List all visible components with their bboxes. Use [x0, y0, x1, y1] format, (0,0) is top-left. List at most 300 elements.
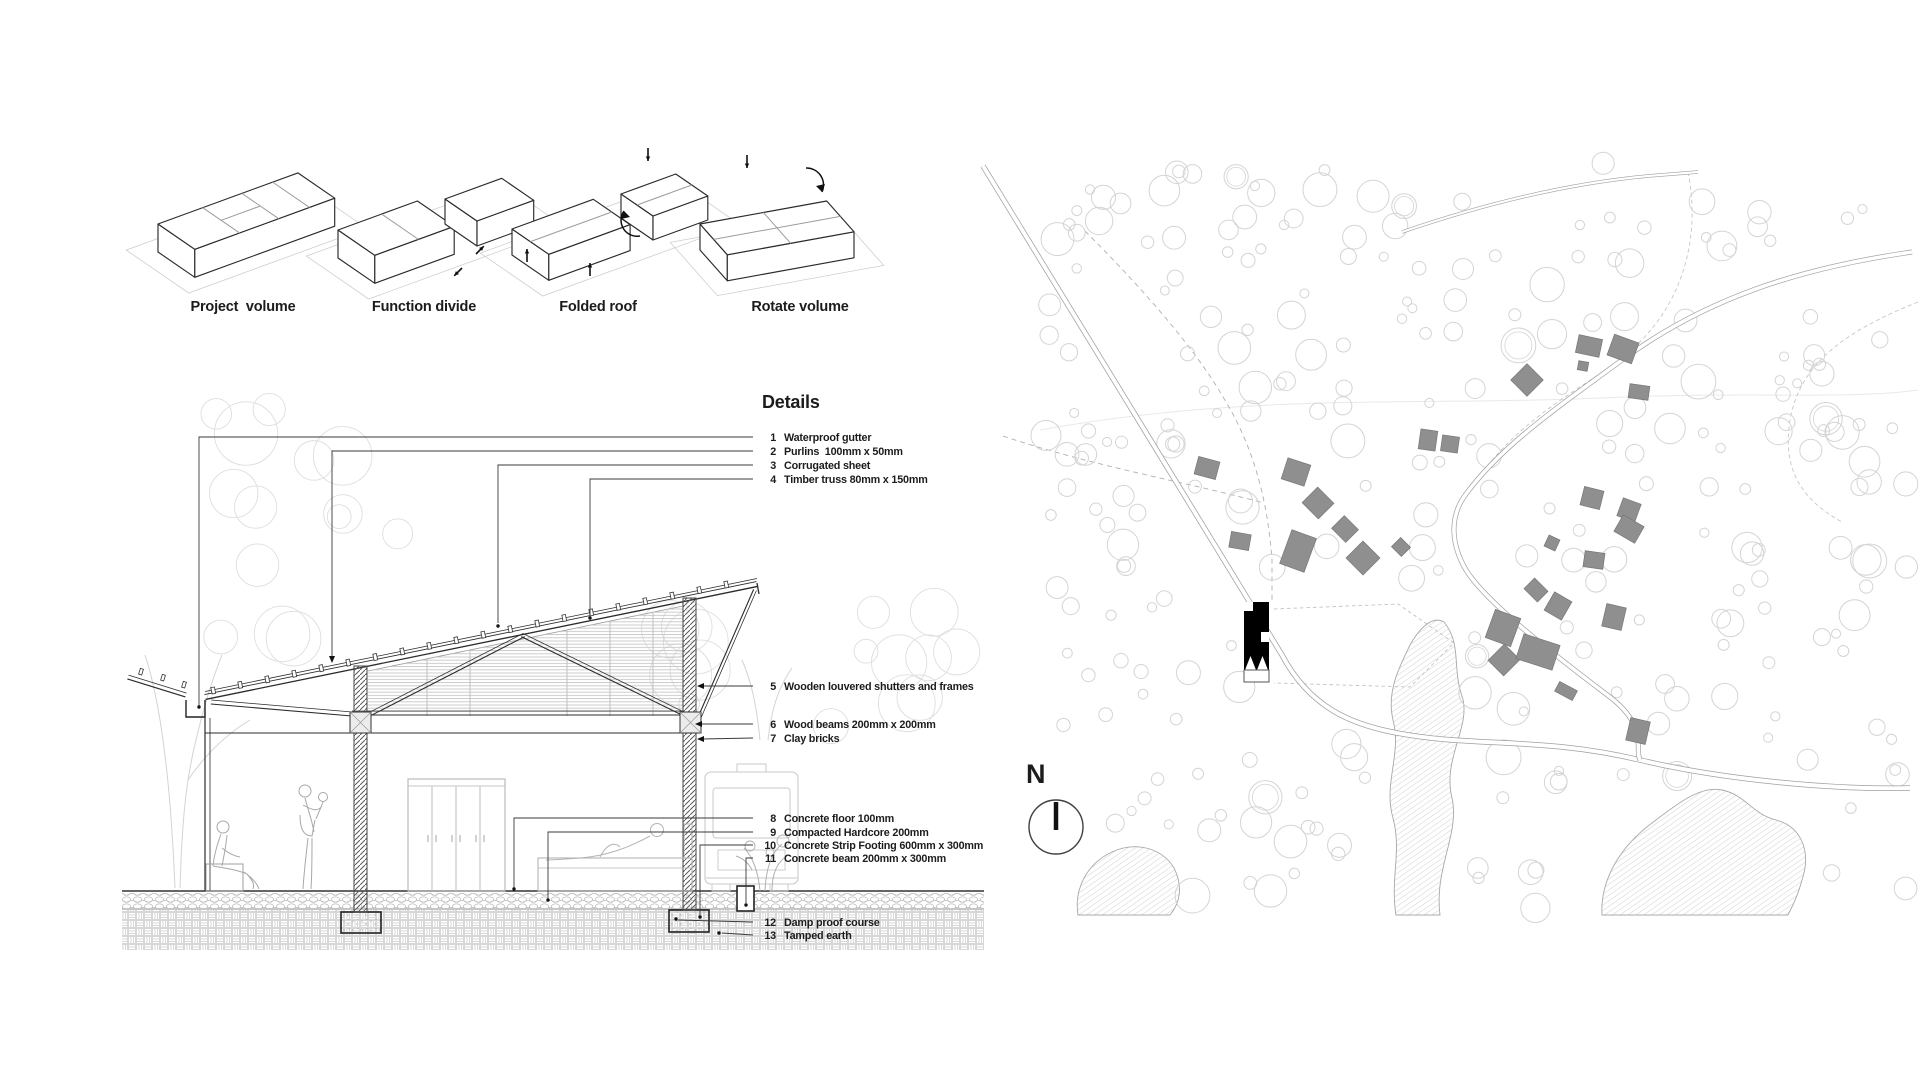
purlin [670, 592, 675, 599]
existing-building [1555, 681, 1578, 700]
tree [1277, 301, 1305, 329]
tree-trunk [145, 655, 175, 888]
existing-building [1628, 384, 1650, 401]
tree [1713, 390, 1723, 400]
tree [1759, 602, 1771, 614]
tree [1175, 878, 1210, 913]
callout-arrow-icon [329, 656, 335, 663]
tree [1887, 734, 1897, 744]
callout-number: 7 [770, 733, 776, 745]
tree [1857, 470, 1881, 494]
tree [1849, 446, 1880, 477]
tree [1168, 436, 1184, 452]
tree [1107, 529, 1138, 560]
callout-label: Clay bricks [784, 733, 840, 745]
tree-scribble [253, 393, 285, 425]
tree [1256, 244, 1266, 254]
tree [1219, 220, 1239, 240]
tree-scribble [201, 399, 232, 430]
callout-number: 8 [770, 813, 776, 825]
existing-building [1580, 486, 1604, 509]
tree [1379, 252, 1388, 261]
process-diagram-shapes [126, 148, 883, 299]
tree [1851, 478, 1868, 495]
existing-building [1544, 592, 1572, 620]
tree [1698, 428, 1708, 438]
tree [1575, 220, 1584, 229]
tree [1779, 352, 1788, 361]
purlin [562, 614, 567, 621]
tree [1334, 397, 1352, 415]
existing-building [1575, 335, 1602, 358]
tree [1572, 250, 1584, 262]
callout-label: Corrugated sheet [784, 460, 871, 472]
tree [1444, 289, 1467, 312]
callout-label: Damp proof course [784, 917, 880, 929]
callout-dot [674, 917, 677, 920]
purlin [400, 648, 405, 655]
tree [1090, 503, 1102, 515]
tree [1397, 314, 1406, 323]
existing-building [1391, 537, 1410, 556]
tree [1284, 209, 1303, 228]
tree [1895, 556, 1917, 578]
tree [1360, 480, 1371, 491]
tree-scribble [383, 519, 413, 549]
tree [1497, 692, 1530, 725]
tree [1081, 424, 1095, 438]
tree [1167, 270, 1183, 286]
purlin [427, 642, 432, 649]
callout-label: Compacted Hardcore 200mm [784, 827, 929, 839]
tree-scribble [327, 505, 351, 529]
tree [1537, 320, 1566, 349]
tree [1200, 306, 1221, 327]
tree [1434, 456, 1445, 467]
tree [1215, 810, 1226, 821]
tree [1082, 668, 1095, 681]
truck-windshield [713, 788, 790, 838]
tree [1070, 408, 1079, 417]
tree [1289, 868, 1299, 878]
purlin [139, 668, 144, 675]
tree [1763, 657, 1775, 669]
tree [1310, 403, 1326, 419]
tree [1314, 534, 1338, 558]
tree [1797, 749, 1818, 770]
tree [1466, 434, 1476, 444]
tree [1562, 548, 1586, 572]
tree [1584, 314, 1602, 332]
tree [1129, 504, 1146, 521]
tree-scribble [910, 588, 958, 636]
tree [1296, 787, 1308, 799]
tree [1469, 632, 1481, 644]
tree [1638, 221, 1651, 234]
callout-label: Waterproof gutter [784, 432, 872, 444]
tree [1103, 437, 1112, 446]
tree [1894, 877, 1917, 900]
tree-scribble [324, 495, 363, 534]
tree [1611, 303, 1639, 331]
callout-dot [496, 624, 499, 627]
eave-strut [699, 591, 756, 722]
tree [1181, 347, 1195, 361]
tree [1058, 479, 1076, 497]
tree [1468, 858, 1489, 879]
callout-dot [588, 616, 591, 619]
callout-number: 1 [770, 432, 776, 444]
purlin [508, 626, 513, 633]
tree [1412, 261, 1426, 275]
tree [1408, 304, 1417, 313]
tree [1890, 765, 1901, 776]
tree [1846, 803, 1857, 814]
tree [1617, 769, 1629, 781]
existing-building [1626, 718, 1651, 745]
tree [1115, 436, 1127, 448]
rock-outcrop [1077, 847, 1179, 915]
tree [1249, 781, 1282, 814]
tree [1700, 478, 1718, 496]
tree [1106, 814, 1124, 832]
callout-dot [698, 915, 701, 918]
tree [1183, 165, 1202, 184]
existing-building [1440, 435, 1459, 453]
tree [1544, 503, 1555, 514]
tree [1465, 379, 1485, 399]
tree [1647, 712, 1670, 735]
tree [1296, 339, 1327, 370]
purlin [643, 598, 648, 605]
project-courtyard [1244, 602, 1253, 611]
tree [1465, 645, 1488, 668]
purlin [292, 670, 297, 677]
callout-number: 11 [764, 853, 776, 865]
callout-arrow-icon [697, 683, 704, 689]
figure-sitting [213, 834, 259, 889]
tree [1151, 773, 1164, 786]
tree [1227, 641, 1237, 651]
bed [538, 858, 692, 891]
tree [1100, 517, 1115, 532]
tree [1825, 422, 1844, 441]
tree [1712, 683, 1738, 709]
callout-number: 2 [770, 446, 776, 458]
tree [1382, 213, 1407, 238]
tree-scribble [236, 544, 279, 587]
tree [1716, 443, 1725, 452]
existing-building [1229, 531, 1251, 550]
purlin [238, 681, 243, 688]
callout-number: 9 [770, 827, 776, 839]
existing-building [1524, 578, 1548, 602]
tree [1592, 152, 1614, 174]
purlin [454, 637, 459, 644]
figure-reclining [651, 824, 664, 837]
building-section-drawing [122, 392, 984, 950]
tree [1804, 345, 1825, 366]
tree [1394, 196, 1413, 215]
tree [1274, 825, 1307, 858]
truck-wheel [712, 884, 730, 891]
tree [1218, 332, 1251, 365]
project-building [1244, 602, 1269, 682]
tree [1198, 819, 1221, 842]
callout-label: Timber truss 80mm x 150mm [784, 474, 928, 486]
tree [1634, 615, 1644, 625]
tree-scribble [204, 620, 238, 654]
existing-building [1488, 644, 1520, 676]
tree [1170, 713, 1182, 725]
tree [1163, 226, 1186, 249]
furniture-and-figures [206, 764, 798, 891]
tree [1604, 212, 1615, 223]
tree [1310, 822, 1323, 835]
tree [1085, 207, 1112, 234]
callout-leader [548, 832, 753, 898]
callout-label: Concrete beam 200mm x 300mm [784, 853, 947, 865]
tree [1199, 386, 1209, 396]
tree [1241, 253, 1255, 267]
callout-label: Purlins 100mm x 50mm [784, 446, 903, 458]
wardrobe [408, 779, 505, 891]
tree [1800, 439, 1822, 461]
tree [1138, 792, 1151, 805]
tree [1505, 332, 1532, 359]
tree [1241, 401, 1261, 421]
tree-scribble [234, 486, 276, 528]
tree [1303, 173, 1337, 207]
tree [1336, 380, 1352, 396]
figure-reclining [546, 836, 650, 860]
callout-leader [498, 465, 753, 623]
tree [1138, 689, 1148, 699]
tree [1858, 204, 1867, 213]
figure-sitting [217, 821, 229, 833]
existing-building [1614, 515, 1644, 543]
callout-number: 12 [764, 917, 776, 929]
process-diagrams [126, 148, 883, 315]
site-contours-paths [1003, 172, 1918, 687]
tree-trunk [188, 720, 250, 780]
callout-leader [514, 818, 753, 888]
callout-number: 3 [770, 460, 776, 472]
tree-scribble [934, 629, 980, 675]
tree [1453, 258, 1474, 279]
callout-dot [197, 705, 200, 708]
tree [1106, 610, 1116, 620]
tree-scribble [906, 635, 952, 681]
tree [1072, 206, 1082, 216]
tree-scribble [857, 596, 889, 628]
tree [1793, 379, 1802, 388]
tree [1224, 165, 1248, 189]
tree [1740, 484, 1751, 495]
tree [1075, 451, 1089, 465]
tree [1046, 577, 1068, 599]
callout-number: 6 [770, 719, 776, 731]
concrete-beam [737, 886, 754, 911]
tree [1341, 744, 1368, 771]
tree [1239, 371, 1271, 403]
tree-scribble [209, 469, 257, 517]
purlin [373, 653, 378, 660]
tree [1147, 603, 1156, 612]
tree [1319, 165, 1330, 176]
process-label-function-divide: Function divide [371, 299, 477, 315]
rock-outcrop [1390, 620, 1464, 915]
tree [1655, 413, 1686, 444]
tree [1328, 833, 1352, 857]
tree [1459, 677, 1491, 709]
tree [1134, 665, 1148, 679]
tree-scribble [254, 606, 310, 662]
callout-number: 5 [770, 681, 776, 693]
tree [1357, 180, 1389, 212]
tree [1775, 376, 1784, 385]
tree [1068, 224, 1085, 241]
tree [1399, 565, 1425, 591]
tree [1764, 733, 1773, 742]
tree [1242, 324, 1253, 335]
tree [1434, 566, 1444, 576]
tree [1573, 524, 1585, 536]
tree [1141, 236, 1153, 248]
truck-lightbar [737, 764, 766, 772]
tree [1468, 647, 1486, 665]
tree [1707, 231, 1737, 261]
tree [1412, 455, 1427, 470]
tree [1509, 309, 1521, 321]
tree [1530, 267, 1564, 301]
figure-standing [300, 798, 323, 889]
callout-arrow-icon [697, 736, 704, 742]
tree [1062, 648, 1072, 658]
tree [1250, 181, 1259, 190]
callout-label: Tamped earth [784, 930, 852, 942]
tree [1689, 189, 1715, 215]
tree [1501, 328, 1536, 363]
process-label-project-volume: Project volume [190, 299, 296, 315]
tree [1085, 185, 1094, 194]
purlin [697, 587, 702, 594]
road [1402, 172, 1698, 232]
tree [1602, 547, 1627, 572]
tree [1829, 536, 1852, 559]
building-structure [127, 579, 759, 913]
purlin [589, 609, 594, 616]
tree [1733, 585, 1744, 596]
rock-outcrops [1077, 620, 1805, 915]
tree [1233, 205, 1257, 229]
tree [1332, 847, 1345, 860]
tree [1118, 559, 1131, 572]
callout-dot [546, 898, 549, 901]
tamped-earth-layer [122, 910, 984, 950]
purlin [319, 665, 324, 672]
tree [1425, 398, 1434, 407]
tree [1392, 194, 1417, 219]
neighbour-roof [129, 675, 187, 693]
tree [1248, 179, 1275, 206]
site-plan [983, 152, 1918, 922]
purlin [161, 674, 166, 681]
tree [1823, 865, 1839, 881]
existing-building [1602, 604, 1627, 631]
brick-column [683, 598, 696, 712]
purlin [616, 603, 621, 610]
existing-building [1302, 487, 1334, 519]
purlin [481, 631, 486, 638]
tree [1075, 444, 1097, 466]
site-trees [1031, 152, 1918, 922]
tree-scribble [313, 427, 372, 486]
tree [1031, 420, 1061, 450]
tree [1254, 875, 1286, 907]
callout-number: 4 [770, 474, 776, 486]
tree [1639, 477, 1653, 491]
tree [1841, 212, 1853, 224]
tree [1409, 535, 1435, 561]
tree [1521, 893, 1550, 922]
tree [1712, 609, 1731, 628]
strip-footing [341, 912, 381, 933]
existing-building [1583, 551, 1605, 570]
tree [1662, 345, 1684, 367]
process-label-rotate-volume: Rotate volume [751, 299, 849, 315]
brick-column [354, 733, 367, 912]
tree [1149, 175, 1180, 206]
tree [1860, 580, 1873, 593]
callout-dot [744, 903, 747, 906]
tree [1414, 503, 1438, 527]
tree [1040, 326, 1058, 344]
callout-label: Concrete floor 100mm [784, 813, 895, 825]
tree [1041, 223, 1074, 256]
tree [1626, 444, 1644, 462]
tree [1851, 545, 1882, 576]
existing-building [1281, 458, 1311, 486]
purlin [535, 620, 540, 627]
tree [1127, 806, 1136, 815]
tree [1624, 397, 1646, 419]
tree [1072, 264, 1081, 273]
tree [1732, 532, 1762, 562]
contour-line [1040, 390, 1918, 430]
tree [1528, 862, 1544, 878]
rock-outcrop [1602, 789, 1806, 915]
drop-arrow-icon [745, 164, 749, 169]
callout-leader [702, 738, 753, 739]
tree [1227, 167, 1246, 186]
tree [1114, 653, 1128, 667]
tree [1060, 344, 1077, 361]
tree [1176, 661, 1200, 685]
tree [1480, 480, 1498, 498]
tree [1839, 600, 1870, 631]
existing-building [1346, 541, 1380, 575]
project-terrace [1244, 670, 1269, 682]
tree [1519, 707, 1528, 716]
tree [1057, 718, 1070, 731]
tree [1497, 792, 1509, 804]
figure-child [319, 793, 328, 802]
tree [1700, 528, 1709, 537]
tree [1229, 489, 1253, 513]
tree [1099, 708, 1113, 722]
callout-number: 13 [764, 930, 776, 942]
